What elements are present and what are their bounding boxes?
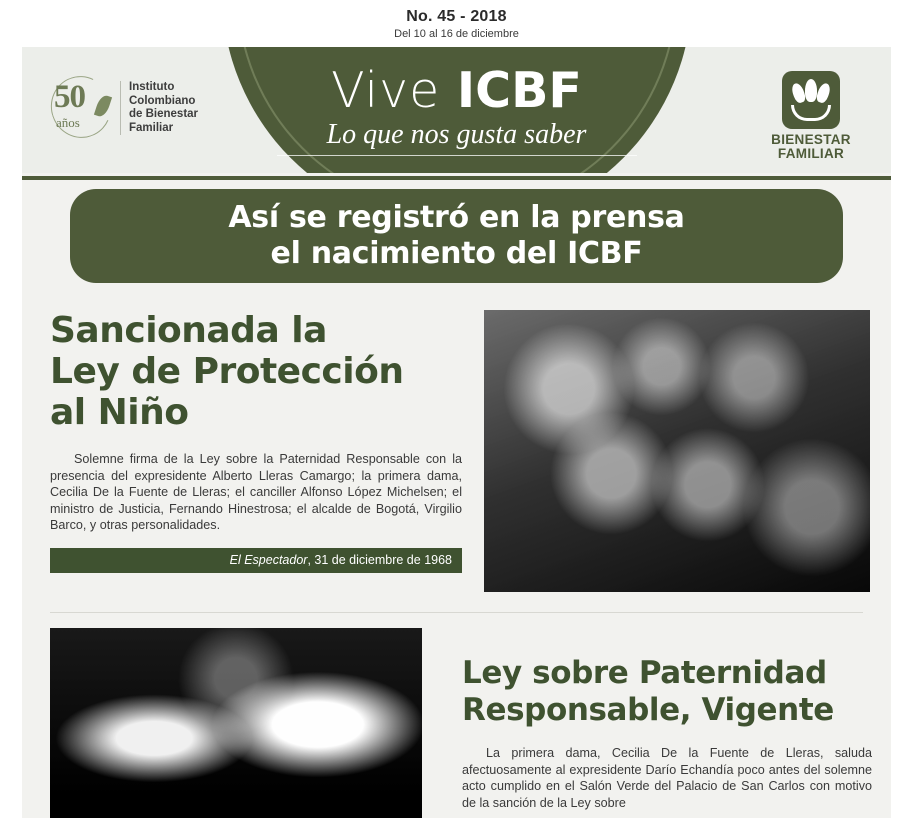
institution-line-2: Colombiano [129,94,196,107]
section-banner [70,189,843,283]
page-gutter-right [891,0,913,818]
hand-with-people-icon [782,71,840,129]
section-banner-text [228,200,684,272]
article-1-credit [50,548,462,573]
anniversary-word: años [56,115,80,130]
brand-title-icbf: ICBF [456,62,582,119]
bienestar-familiar-logo [757,71,865,161]
article-1-photo [484,310,870,592]
article-2-title [462,655,872,729]
photo-firma-ley-image [484,310,870,592]
bf-label-line-2: FAMILIAR [777,146,845,161]
anniversary-50-icon [50,75,112,141]
masthead [22,47,891,173]
section-banner-line-2: el nacimiento del ICBF [270,236,643,271]
icbf-anniversary-logo [50,75,198,141]
issue-number: No. 45 - 2018 [406,8,507,25]
article-1-credit-source: El Espectador [229,553,308,567]
article-divider [50,612,863,613]
article-1-title [50,310,462,433]
tagline-underline [277,155,637,156]
article-1-title-line-3: al Niño [50,392,189,433]
bienestar-familiar-label [757,133,865,161]
institution-line-4: Familiar [129,121,174,134]
article-1-credit-date: , 31 de diciembre de 1968 [307,553,452,567]
section-banner-line-1: Así se registró en la prensa [228,200,685,235]
brand-title-vive: Vive [331,62,457,119]
page-gutter-left [0,0,22,818]
person-right-icon [815,82,832,105]
article-2 [462,655,872,811]
issue-dates: Del 10 al 16 de diciembre [394,28,519,40]
person-center-icon [805,79,817,102]
article-1-title-line-2: Ley de Protección [50,351,404,392]
article-1-body: Solemne firma de la Ley sobre la Paternidad Responsable con la presencia del expresidente Alberto Lleras Camargo; la primera dama, Cecilia De la Fuente de Lleras; el canciller Alfonso López Michelsen; el ministro de Justicia, Fernando Hinestrosa; el alcalde de Bogotá, Virgilio Barco, y otras personalidades. [50,452,462,532]
photo-saludo-echandia-image [50,628,422,818]
article-2-photo [50,628,422,818]
masthead-rule [22,176,891,180]
brand-tagline: Lo que nos gusta saber [326,119,587,150]
article-2-title-line-1: Ley sobre Paternidad [462,655,827,691]
article-2-title-line-2: Responsable, Vigente [462,692,834,728]
bf-label-line-1: BIENESTAR [771,132,851,147]
hand-icon [791,105,831,121]
article-2-body: La primera dama, Cecilia De la Fuente de Lleras, saluda afectuosamente al expresidente Darío Echandía poco antes del solemne acto cumplido en el Salón Verde del Palacio de San Carlos con motivo de la sanción de la Ley sobre [462,746,872,810]
institution-line-1: Instituto [129,81,175,93]
institution-line-3: de Bienestar [129,108,199,120]
article-1 [50,310,462,573]
issue-header [0,0,913,47]
institution-name [120,81,198,135]
anniversary-number: 50 [54,79,85,115]
article-1-title-line-1: Sancionada la [50,310,327,351]
